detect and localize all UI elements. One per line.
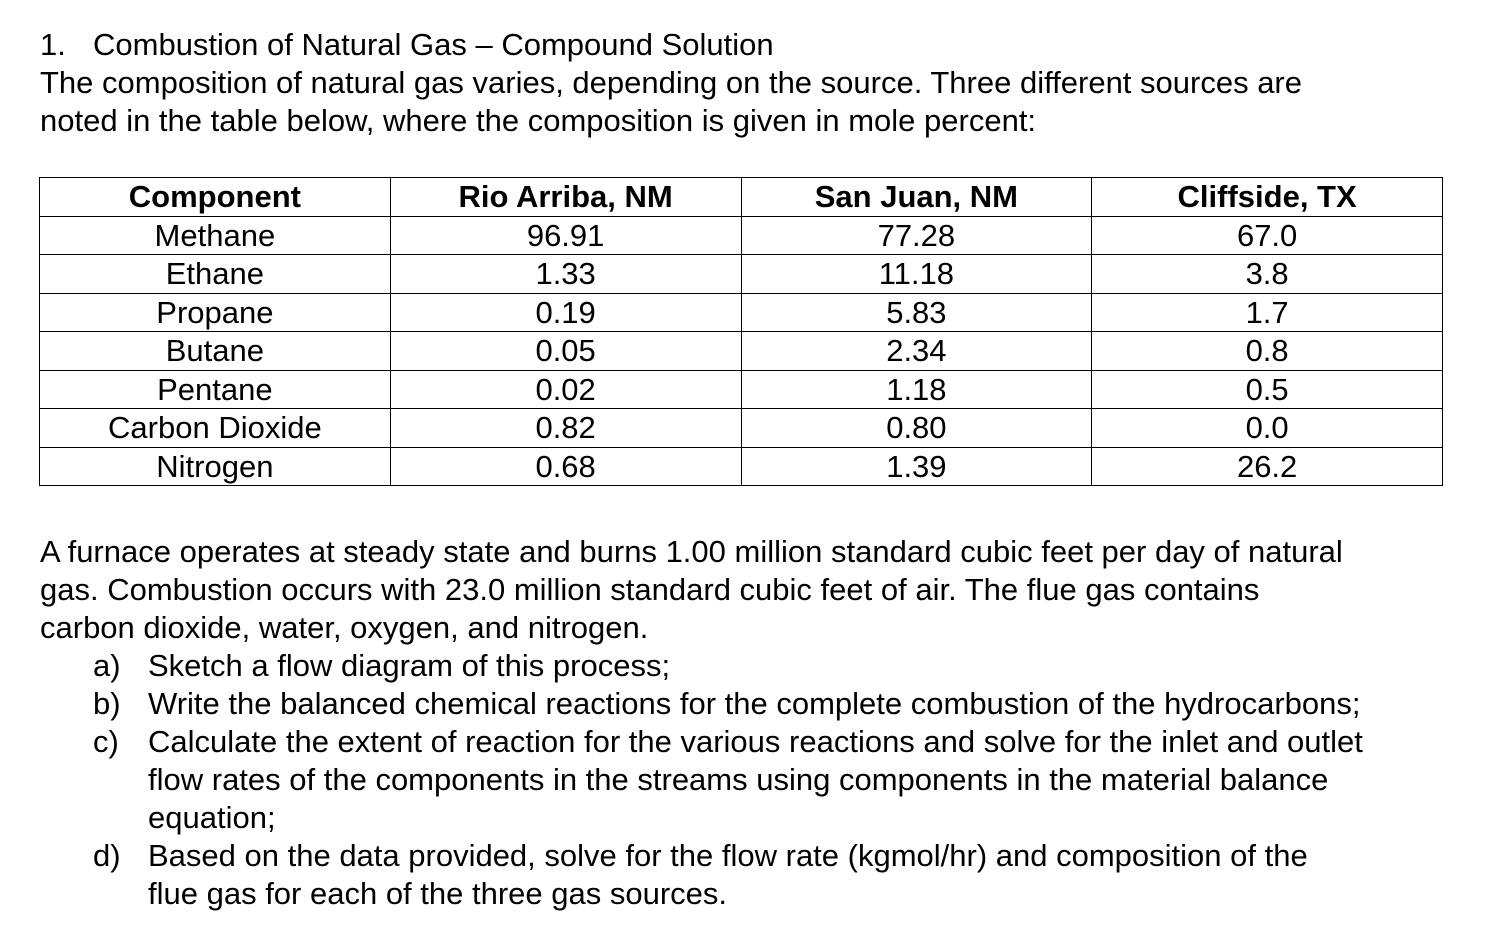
cell-value: 1.33	[390, 255, 741, 294]
item-line: Based on the data provided, solve for the flow rate (kgmol/hr) and composition of the	[148, 838, 1308, 873]
item-marker: d)	[93, 838, 121, 873]
item-marker: a)	[93, 648, 121, 683]
table-row	[40, 409, 1443, 448]
item-marker: c)	[93, 724, 119, 759]
problem-heading	[40, 26, 1460, 64]
list-item	[40, 647, 1460, 685]
cell-value: 0.0	[1092, 409, 1443, 448]
cell-component: Methane	[40, 216, 391, 255]
item-text	[148, 685, 1460, 723]
intro-line-1: The composition of natural gas varies, depending on the source. Three different sources are	[40, 65, 1302, 100]
cell-value: 0.8	[1092, 332, 1443, 371]
cell-value: 0.82	[390, 409, 741, 448]
paragraph-line-3: carbon dioxide, water, oxygen, and nitrogen.	[40, 610, 649, 645]
item-line: Write the balanced chemical reactions for the complete combustion of the hydrocarbons;	[148, 686, 1361, 721]
cell-value: 1.7	[1092, 293, 1443, 332]
cell-component: Ethane	[40, 255, 391, 294]
item-text	[148, 723, 1460, 837]
cell-component: Carbon Dioxide	[40, 409, 391, 448]
task-list	[40, 647, 1460, 913]
header-cliffside: Cliffside, TX	[1092, 178, 1443, 217]
cell-value: 2.34	[741, 332, 1092, 371]
cell-value: 1.39	[741, 447, 1092, 486]
item-line: Calculate the extent of reaction for the various reactions and solve for the inlet and outlet	[148, 724, 1363, 759]
item-line: Sketch a flow diagram of this process;	[148, 648, 671, 683]
header-component: Component	[40, 178, 391, 217]
problem-title: Combustion of Natural Gas – Compound Solution	[93, 27, 774, 62]
cell-value: 1.18	[741, 370, 1092, 409]
table-row	[40, 216, 1443, 255]
table-header-row	[40, 178, 1443, 217]
cell-value: 0.80	[741, 409, 1092, 448]
cell-value: 96.91	[390, 216, 741, 255]
list-item	[40, 685, 1460, 723]
table-row	[40, 255, 1443, 294]
table-row	[40, 293, 1443, 332]
cell-component: Butane	[40, 332, 391, 371]
paragraph-line-2: gas. Combustion occurs with 23.0 million standard cubic feet of air. The flue gas contains	[40, 572, 1260, 607]
cell-value: 0.19	[390, 293, 741, 332]
cell-value: 0.5	[1092, 370, 1443, 409]
problem-document	[40, 26, 1460, 140]
cell-value: 0.05	[390, 332, 741, 371]
cell-value: 77.28	[741, 216, 1092, 255]
item-line: equation;	[148, 800, 276, 835]
item-text	[148, 837, 1460, 913]
cell-value: 3.8	[1092, 255, 1443, 294]
cell-value: 11.18	[741, 255, 1092, 294]
composition-table	[39, 177, 1443, 486]
item-marker: b)	[93, 686, 121, 721]
cell-component: Propane	[40, 293, 391, 332]
list-item	[40, 837, 1460, 913]
cell-component: Nitrogen	[40, 447, 391, 486]
item-line: flue gas for each of the three gas sources.	[148, 876, 728, 911]
cell-value: 0.68	[390, 447, 741, 486]
header-rio-arriba: Rio Arriba, NM	[390, 178, 741, 217]
item-text	[148, 647, 1460, 685]
table-row	[40, 332, 1443, 371]
intro-line-2: noted in the table below, where the composition is given in mole percent:	[40, 103, 1037, 138]
cell-value: 0.02	[390, 370, 741, 409]
cell-value: 5.83	[741, 293, 1092, 332]
cell-value: 26.2	[1092, 447, 1443, 486]
furnace-paragraph	[40, 533, 1460, 647]
table-row	[40, 447, 1443, 486]
paragraph-line-1: A furnace operates at steady state and burns 1.00 million standard cubic feet per day of natural	[40, 534, 1343, 569]
cell-component: Pentane	[40, 370, 391, 409]
table-row	[40, 370, 1443, 409]
cell-value: 67.0	[1092, 216, 1443, 255]
header-san-juan: San Juan, NM	[741, 178, 1092, 217]
list-item	[40, 723, 1460, 837]
item-line: flow rates of the components in the streams using components in the material balance	[148, 762, 1329, 797]
problem-number: 1.	[40, 27, 66, 62]
